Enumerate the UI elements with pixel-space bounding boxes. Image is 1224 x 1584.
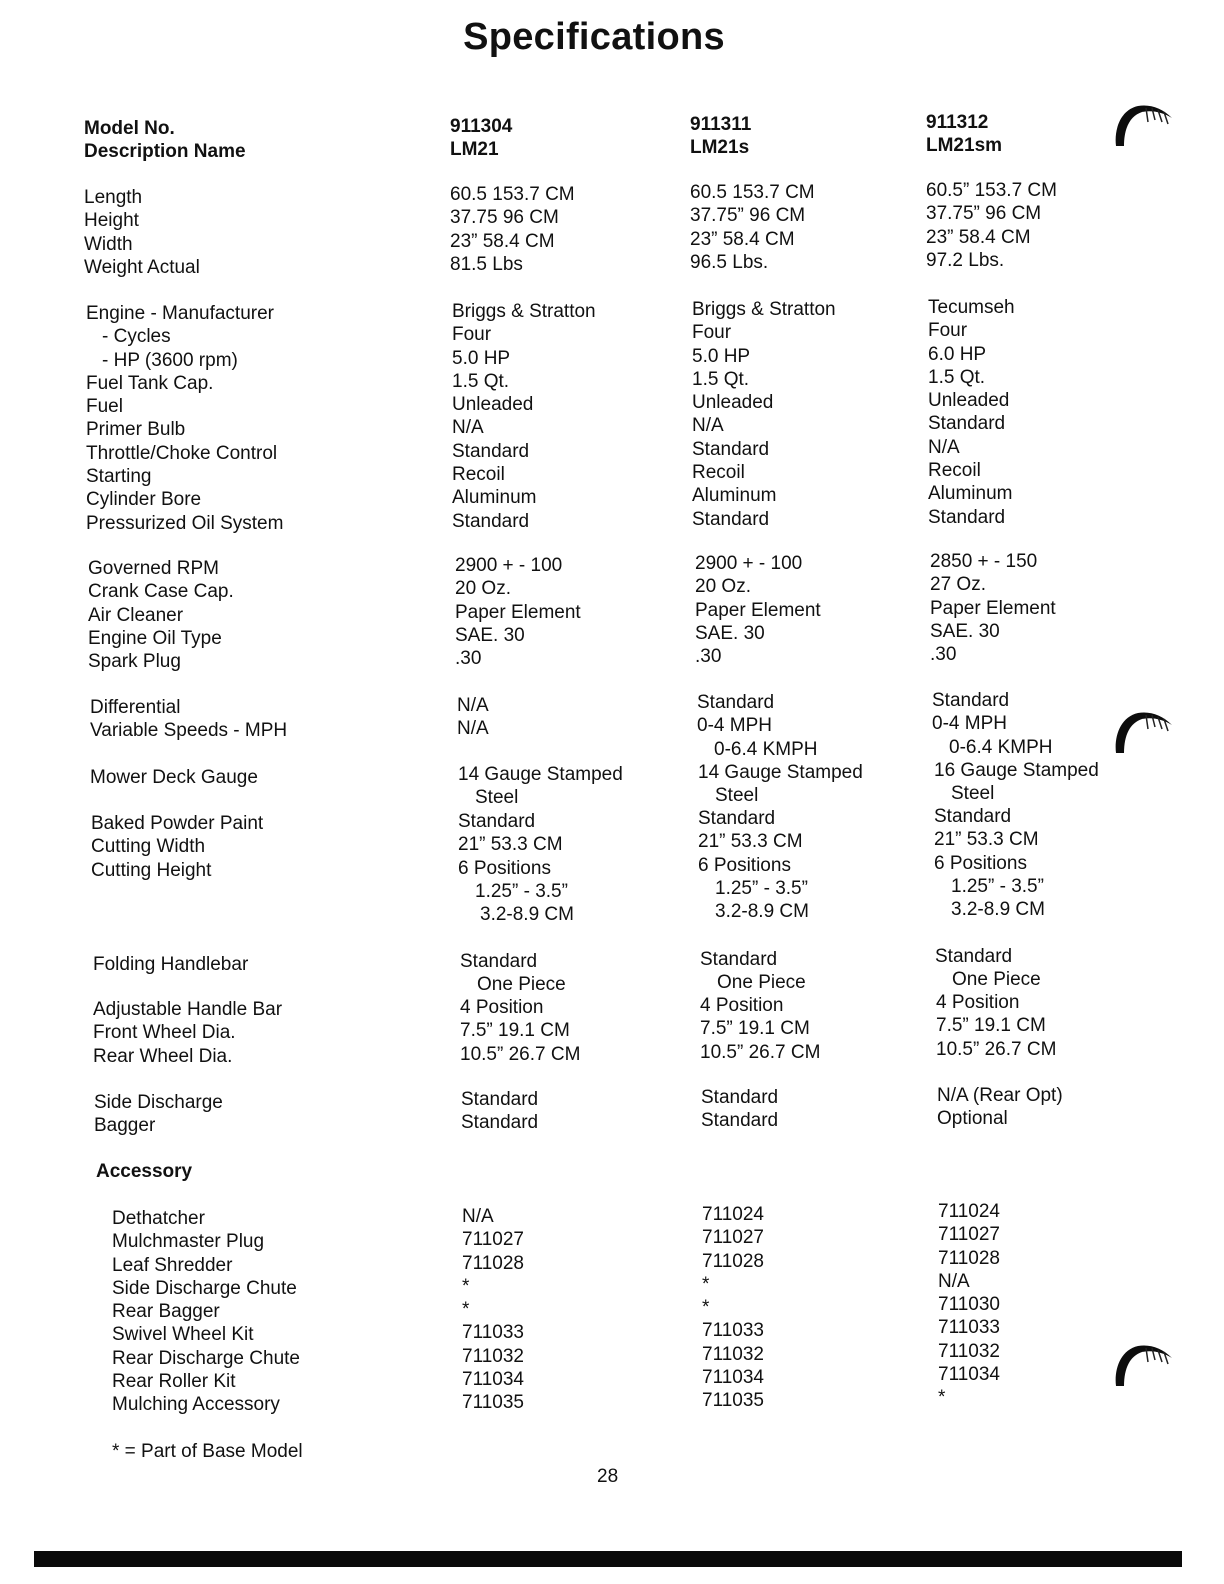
value-crank-case: 20 Oz. xyxy=(455,578,511,600)
value-deck-gauge: 14 Gauge Stamped xyxy=(698,762,863,783)
label-height: Height xyxy=(84,210,139,232)
value-powder-paint: Standard xyxy=(458,811,536,832)
value-hp: 5.0 HP xyxy=(452,347,511,369)
value-group-adjustable xyxy=(460,996,580,1066)
value-group-engine xyxy=(692,298,836,531)
value-hp: 6.0 HP xyxy=(928,343,987,365)
value-rear-wheel: 10.5” 26.7 CM xyxy=(460,1043,581,1065)
value-rear-roller-kit: 711034 xyxy=(938,1364,1000,1386)
label-adjustable-handle: Adjustable Handle Bar xyxy=(93,999,283,1020)
value-throttle-choke: Standard xyxy=(692,438,770,460)
value-fuel-tank: 1.5 Qt. xyxy=(452,370,510,392)
value-rear-bagger: 711030 xyxy=(938,1294,1000,1316)
value-group-dimensions xyxy=(450,183,575,276)
value-fuel: Unleaded xyxy=(452,394,534,416)
value-starting: Recoil xyxy=(452,464,505,486)
value-front-wheel: 7.5” 19.1 CM xyxy=(460,1020,570,1042)
value-group-engine xyxy=(928,296,1015,529)
value-cutting-height: 6 Positions xyxy=(458,857,551,879)
value-side-discharge: Standard xyxy=(461,1089,539,1110)
value-cylinder-bore: Aluminum xyxy=(692,485,777,507)
label-group-accessory xyxy=(112,1207,300,1417)
value-engine-manufacturer: Briggs & Stratton xyxy=(692,299,836,320)
value-engine-manufacturer: Tecumseh xyxy=(928,297,1015,318)
value-rear-bagger: * xyxy=(462,1299,470,1321)
footnote: * = Part of Base Model xyxy=(112,1441,303,1462)
value-cycles: Four xyxy=(928,320,968,342)
value-throttle-choke: N/A xyxy=(928,436,960,458)
label-rear-discharge-chute: Rear Discharge Chute xyxy=(112,1347,300,1369)
value-variable-speeds: 0-4 MPH xyxy=(932,713,1007,735)
value-front-wheel: 7.5” 19.1 CM xyxy=(700,1018,810,1040)
label-side-discharge: Side Discharge xyxy=(94,1092,223,1113)
label-cutting-height: Cutting Height xyxy=(91,859,212,881)
value-folding-handlebar: Standard xyxy=(460,951,538,972)
value-oil-type: SAE. 30 xyxy=(695,622,765,644)
value-cutting-range-in: 1.25” - 3.5” xyxy=(475,880,568,902)
value-group-engine xyxy=(452,300,596,533)
value-governed-rpm: 2850 + - 150 xyxy=(930,551,1038,572)
value-oil-system: Standard xyxy=(928,506,1006,528)
label-width: Width xyxy=(84,233,133,255)
model-header xyxy=(450,115,512,162)
model-number: 911304 xyxy=(450,116,513,137)
label-rear-wheel: Rear Wheel Dia. xyxy=(93,1045,233,1067)
label-fuel: Fuel xyxy=(86,396,123,418)
value-cutting-range-cm: 3.2-8.9 CM xyxy=(951,899,1045,921)
label-engine-manufacturer: Engine - Manufacturer xyxy=(86,303,274,324)
value-side-discharge-chute: N/A xyxy=(938,1270,970,1292)
value-width: 23” 58.4 CM xyxy=(450,230,555,252)
value-governed-rpm: 2900 + - 100 xyxy=(695,553,803,574)
value-cutting-range-in: 1.25” - 3.5” xyxy=(951,875,1044,897)
value-length: 60.5” 153.7 CM xyxy=(926,180,1057,201)
label-group-header xyxy=(84,117,246,164)
value-group-dimensions xyxy=(690,181,815,274)
label-deck-gauge: Mower Deck Gauge xyxy=(90,767,258,788)
value-rear-roller-kit: 711034 xyxy=(462,1369,524,1391)
value-cutting-range-cm: 3.2-8.9 CM xyxy=(480,904,574,926)
value-folding-type: One Piece xyxy=(717,972,806,994)
value-weight: 96.5 Lbs. xyxy=(690,251,769,273)
value-oil-system: Standard xyxy=(692,508,770,530)
value-group-accessory xyxy=(462,1205,524,1415)
value-crank-case: 20 Oz. xyxy=(695,576,751,598)
label-governed-rpm: Governed RPM xyxy=(88,558,219,579)
label-powder-paint: Baked Powder Paint xyxy=(91,813,264,834)
label-side-discharge-chute: Side Discharge Chute xyxy=(112,1277,297,1299)
value-cycles: Four xyxy=(692,322,732,344)
label-air-cleaner: Air Cleaner xyxy=(88,604,184,626)
label-description-name: Description Name xyxy=(84,141,246,163)
value-adjustable-handle: 4 Position xyxy=(700,995,784,1016)
label-crank-case: Crank Case Cap. xyxy=(88,581,234,603)
value-width: 23” 58.4 CM xyxy=(690,228,795,250)
value-differential: Standard xyxy=(932,690,1010,711)
value-cylinder-bore: Aluminum xyxy=(928,483,1013,505)
value-air-cleaner: Paper Element xyxy=(695,599,821,621)
value-differential: Standard xyxy=(697,692,775,713)
label-length: Length xyxy=(84,187,143,208)
value-cutting-range-cm: 3.2-8.9 CM xyxy=(715,901,809,923)
value-group-side xyxy=(701,1086,778,1133)
value-differential: N/A xyxy=(457,695,489,716)
value-weight: 81.5 Lbs xyxy=(450,253,523,275)
value-governed-rpm: 2900 + - 100 xyxy=(455,555,563,576)
value-group-differential xyxy=(457,694,489,741)
value-primer-bulb: Standard xyxy=(928,413,1006,435)
label-group-paint xyxy=(91,812,263,882)
label-mulching-accessory: Mulching Accessory xyxy=(112,1394,280,1416)
value-adjustable-handle: 4 Position xyxy=(460,997,544,1018)
value-powder-paint: Standard xyxy=(934,806,1012,827)
value-cutting-height: 6 Positions xyxy=(698,854,791,876)
value-group-accessory xyxy=(702,1203,764,1413)
value-rear-discharge-chute: 711032 xyxy=(462,1345,524,1367)
value-oil-type: SAE. 30 xyxy=(930,620,1000,642)
value-mulching-accessory: * xyxy=(938,1387,946,1409)
model-header xyxy=(690,113,751,160)
label-weight: Weight Actual xyxy=(84,256,200,278)
page-title: Specifications xyxy=(463,16,725,58)
value-mulchmaster-plug: 711027 xyxy=(702,1227,764,1249)
model-description: LM21 xyxy=(450,139,499,161)
label-front-wheel: Front Wheel Dia. xyxy=(93,1022,236,1044)
value-spark-plug: .30 xyxy=(930,644,957,666)
label-mulchmaster-plug: Mulchmaster Plug xyxy=(112,1231,265,1253)
value-weight: 97.2 Lbs. xyxy=(926,249,1005,271)
value-group-differential xyxy=(932,689,1052,759)
label-variable-speeds: Variable Speeds - MPH xyxy=(90,720,288,742)
value-group-deck xyxy=(934,759,1099,806)
value-folding-type: One Piece xyxy=(477,974,566,996)
value-primer-bulb: N/A xyxy=(452,417,484,439)
value-swivel-wheel-kit: 711033 xyxy=(702,1320,764,1342)
value-variable-speeds-kmph: 0-6.4 KMPH xyxy=(949,736,1053,758)
value-group-paint xyxy=(458,810,574,926)
value-group-side xyxy=(937,1084,1063,1131)
value-group-side xyxy=(461,1088,538,1135)
value-group-paint xyxy=(934,805,1045,921)
label-group-deck xyxy=(90,766,258,789)
value-deck-gauge: 14 Gauge Stamped xyxy=(458,764,623,785)
label-fuel-tank: Fuel Tank Cap. xyxy=(86,372,214,394)
value-side-discharge: N/A (Rear Opt) xyxy=(937,1085,1063,1106)
label-leaf-shredder: Leaf Shredder xyxy=(112,1254,233,1276)
value-fuel: Unleaded xyxy=(928,390,1010,412)
value-variable-speeds: 0-4 MPH xyxy=(697,715,772,737)
value-group-differential xyxy=(697,691,817,761)
value-oil-type: SAE. 30 xyxy=(455,624,525,646)
label-group-engine xyxy=(86,302,283,535)
label-group-folding xyxy=(93,953,248,976)
value-group-governed xyxy=(695,552,821,668)
value-mulching-accessory: 711035 xyxy=(462,1392,524,1414)
value-group-governed xyxy=(930,550,1056,666)
label-spark-plug: Spark Plug xyxy=(88,651,181,673)
value-swivel-wheel-kit: 711033 xyxy=(938,1317,1000,1339)
value-bagger: Optional xyxy=(937,1108,1008,1130)
value-cutting-width: 21” 53.3 CM xyxy=(698,831,803,853)
value-variable-speeds-kmph: 0-6.4 KMPH xyxy=(714,738,818,760)
value-bagger: Standard xyxy=(701,1110,779,1132)
value-group-folding xyxy=(460,950,566,997)
label-rear-bagger: Rear Bagger xyxy=(112,1301,220,1323)
label-oil-system: Pressurized Oil System xyxy=(86,512,284,534)
value-throttle-choke: Standard xyxy=(452,440,530,462)
label-primer-bulb: Primer Bulb xyxy=(86,419,186,441)
value-mulching-accessory: 711035 xyxy=(702,1390,764,1412)
label-hp: - HP (3600 rpm) xyxy=(102,349,238,371)
value-mulchmaster-plug: 711027 xyxy=(938,1224,1000,1246)
value-front-wheel: 7.5” 19.1 CM xyxy=(936,1015,1046,1037)
value-bagger: Standard xyxy=(461,1112,539,1134)
value-spark-plug: .30 xyxy=(695,646,722,668)
value-group-adjustable xyxy=(936,991,1056,1061)
value-group-governed xyxy=(455,554,581,670)
value-starting: Recoil xyxy=(928,460,981,482)
value-air-cleaner: Paper Element xyxy=(455,601,581,623)
label-swivel-wheel-kit: Swivel Wheel Kit xyxy=(112,1324,254,1346)
page-number: 28 xyxy=(597,1466,619,1487)
value-deck-gauge: 16 Gauge Stamped xyxy=(934,760,1099,781)
value-height: 37.75” 96 CM xyxy=(690,205,806,227)
label-cylinder-bore: Cylinder Bore xyxy=(86,489,202,511)
value-side-discharge: Standard xyxy=(701,1087,779,1108)
value-rear-wheel: 10.5” 26.7 CM xyxy=(700,1041,821,1063)
value-side-discharge-chute: * xyxy=(702,1273,710,1295)
model-description: LM21s xyxy=(690,137,750,159)
label-group-differential xyxy=(90,696,287,743)
value-fuel-tank: 1.5 Qt. xyxy=(692,368,750,390)
value-mulchmaster-plug: 711027 xyxy=(462,1229,524,1251)
value-powder-paint: Standard xyxy=(698,808,776,829)
value-cutting-width: 21” 53.3 CM xyxy=(934,829,1039,851)
value-cycles: Four xyxy=(452,324,492,346)
value-primer-bulb: N/A xyxy=(692,415,724,437)
label-group-dimensions xyxy=(84,186,200,279)
value-variable-speeds: N/A xyxy=(457,718,489,740)
value-rear-discharge-chute: 711032 xyxy=(938,1340,1000,1362)
label-group-side xyxy=(94,1091,223,1138)
value-group-deck xyxy=(458,763,623,810)
label-oil-type: Engine Oil Type xyxy=(88,627,222,649)
value-rear-discharge-chute: 711032 xyxy=(702,1343,764,1365)
model-header xyxy=(926,111,1002,158)
value-leaf-shredder: 711028 xyxy=(462,1252,524,1274)
value-cutting-width: 21” 53.3 CM xyxy=(458,834,563,856)
value-starting: Recoil xyxy=(692,462,745,484)
value-group-adjustable xyxy=(700,994,820,1064)
value-cutting-range-in: 1.25” - 3.5” xyxy=(715,877,808,899)
value-oil-system: Standard xyxy=(452,510,530,532)
value-crank-case: 27 Oz. xyxy=(930,574,986,596)
value-dethatcher: N/A xyxy=(462,1206,494,1227)
value-engine-manufacturer: Briggs & Stratton xyxy=(452,301,596,322)
value-group-folding xyxy=(935,945,1041,992)
label-cutting-width: Cutting Width xyxy=(91,836,206,858)
value-side-discharge-chute: * xyxy=(462,1275,470,1297)
value-spark-plug: .30 xyxy=(455,648,482,670)
value-deck-material: Steel xyxy=(951,783,995,805)
value-length: 60.5 153.7 CM xyxy=(690,182,815,203)
value-hp: 5.0 HP xyxy=(692,345,751,367)
binder-hole-mark-icon xyxy=(1112,1340,1174,1388)
value-air-cleaner: Paper Element xyxy=(930,597,1056,619)
value-width: 23” 58.4 CM xyxy=(926,226,1031,248)
value-group-deck xyxy=(698,761,863,808)
value-group-dimensions xyxy=(926,179,1057,272)
value-rear-roller-kit: 711034 xyxy=(702,1367,764,1389)
value-rear-bagger: * xyxy=(702,1297,710,1319)
value-leaf-shredder: 711028 xyxy=(938,1247,1000,1269)
value-leaf-shredder: 711028 xyxy=(702,1250,764,1272)
label-cycles: - Cycles xyxy=(102,326,171,348)
label-differential: Differential xyxy=(90,697,181,718)
value-group-accessory xyxy=(938,1200,1000,1410)
value-group-paint xyxy=(698,807,809,923)
value-swivel-wheel-kit: 711033 xyxy=(462,1322,524,1344)
value-group-folding xyxy=(700,948,806,995)
binder-hole-mark-icon xyxy=(1112,707,1174,755)
value-folding-type: One Piece xyxy=(952,969,1041,991)
value-deck-material: Steel xyxy=(715,785,759,807)
label-model-no: Model No. xyxy=(84,118,175,139)
label-bagger: Bagger xyxy=(94,1115,156,1137)
model-number: 911311 xyxy=(690,114,752,135)
value-dethatcher: 711024 xyxy=(938,1201,1000,1222)
label-group-adjustable xyxy=(93,998,282,1068)
value-folding-handlebar: Standard xyxy=(700,949,778,970)
value-fuel-tank: 1.5 Qt. xyxy=(928,366,986,388)
value-length: 60.5 153.7 CM xyxy=(450,184,575,205)
label-folding-handlebar: Folding Handlebar xyxy=(93,954,249,975)
accessory-heading: Accessory xyxy=(96,1161,193,1182)
value-dethatcher: 711024 xyxy=(702,1204,764,1225)
label-starting: Starting xyxy=(86,466,152,488)
value-fuel: Unleaded xyxy=(692,392,774,414)
label-throttle-choke: Throttle/Choke Control xyxy=(86,442,278,464)
label-rear-roller-kit: Rear Roller Kit xyxy=(112,1371,236,1393)
binder-hole-mark-icon xyxy=(1112,100,1174,148)
bottom-scan-bar xyxy=(34,1551,1182,1567)
label-group-governed xyxy=(88,557,234,673)
value-adjustable-handle: 4 Position xyxy=(936,992,1020,1013)
value-folding-handlebar: Standard xyxy=(935,946,1013,967)
label-dethatcher: Dethatcher xyxy=(112,1208,205,1229)
value-cylinder-bore: Aluminum xyxy=(452,487,537,509)
model-number: 911312 xyxy=(926,112,989,133)
value-rear-wheel: 10.5” 26.7 CM xyxy=(936,1038,1057,1060)
value-deck-material: Steel xyxy=(475,787,519,809)
value-cutting-height: 6 Positions xyxy=(934,852,1027,874)
value-height: 37.75” 96 CM xyxy=(926,203,1042,225)
model-description: LM21sm xyxy=(926,135,1003,157)
value-height: 37.75 96 CM xyxy=(450,207,559,229)
